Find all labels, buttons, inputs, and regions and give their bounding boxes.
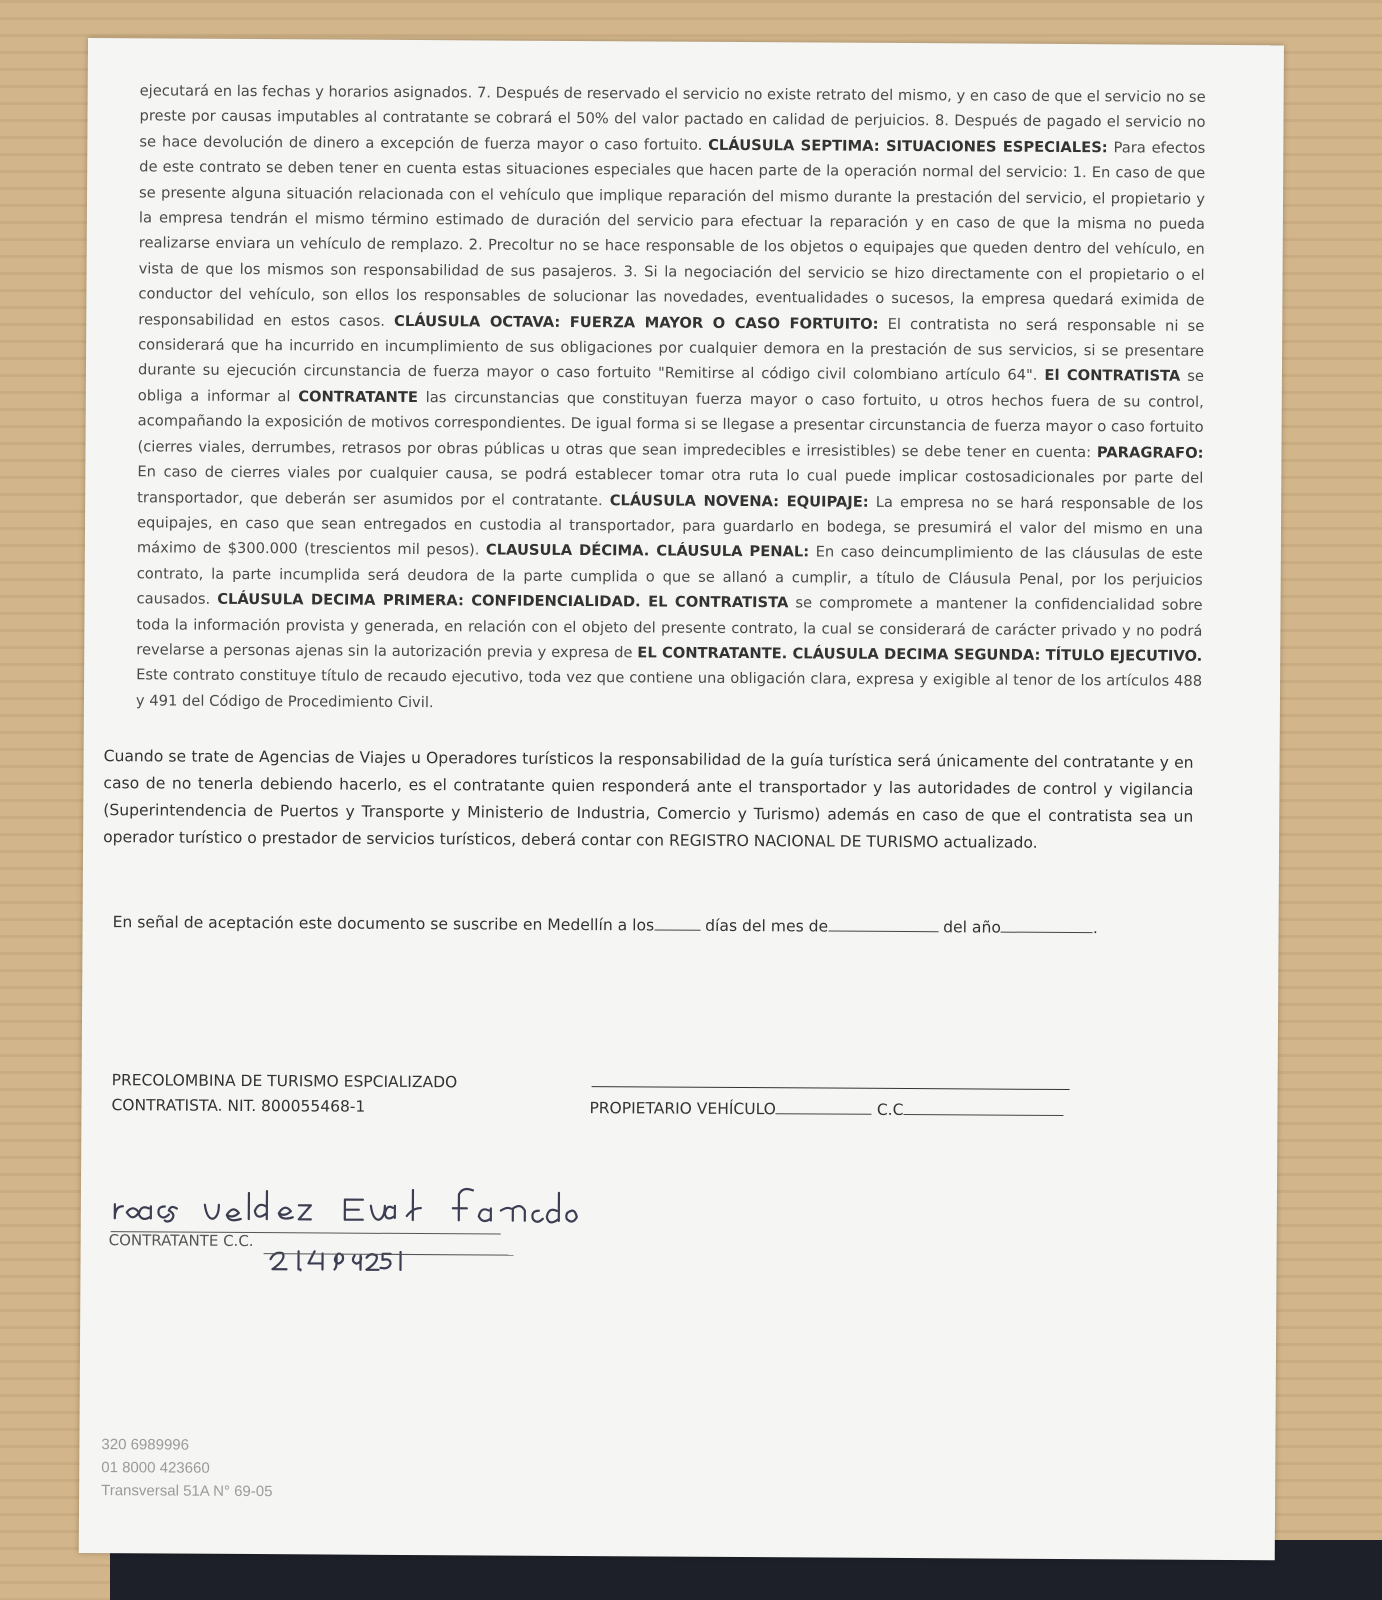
clause-text: se obliga a informar al	[137, 368, 1205, 406]
owner-signature-line	[592, 1086, 1070, 1090]
footer-phone-1: 320 6989996	[101, 1436, 190, 1454]
clause-text: se compromete a mantener la confidencialidad sobre toda la información provista y generada, en relación con el objeto del presente contrato, la cual se considerará de carácter privado y no podrá revelarse a personas ajenas sin la autorización previa y expresa de	[136, 594, 1203, 662]
clause-heading: El CONTRATISTA	[1044, 367, 1181, 386]
contract-clauses-paragraph	[136, 78, 1206, 720]
clause-heading: CLÁUSULA OCTAVA: FUERZA MAYOR O CASO FORTUITO:	[394, 312, 879, 333]
company-name: PRECOLOMBINA DE TURISMO ESPCIALIZADO	[111, 1071, 458, 1092]
clause-text: La empresa no se hará responsable de los equipajes, en caso que sean entregados en custodia al transportador, para guardarlo en bodega, se presumirá el valor del mismo en una máximo de $300.000 (trescientos mil pesos).	[136, 493, 1204, 559]
acceptance-text-1: En señal de aceptación este documento se suscribe en Medellín a los	[112, 913, 655, 935]
cc-label: C.C	[876, 1100, 904, 1120]
agencies-paragraph: Cuando se trate de Agencias de Viajes u Operadores turísticos la responsabilidad de la guía turística será únicamente del contratante y en caso de no tenerla debiendo hacerlo, es el contratante quien responderá ante el transportador y las autoridades de control y vigilancia (Superintendencia de Puertos y Transporte y Ministerio de Industria, Comercio y Turismo) además en caso de que el contratista sea un operador turístico o prestador de servicios turísticos, deberá contar con REGISTRO NACIONAL DE TURISMO actualizado.	[103, 747, 1194, 852]
footer-contact	[101, 1433, 273, 1503]
clause-heading: CONTRATANTE	[298, 388, 418, 406]
acceptance-line	[113, 913, 1203, 938]
owner-blank[interactable]	[776, 1113, 872, 1115]
contratante-label: CONTRATANTE C.C.	[108, 1231, 254, 1251]
footer-address: Transversal 51A N° 69-05	[101, 1482, 273, 1501]
clause-heading: CLÁUSULA NOVENA: EQUIPAJE:	[609, 491, 869, 511]
clause-heading: CLÁUSULA SEPTIMA: SITUACIONES ESPECIALES:	[708, 136, 1108, 157]
company-nit: CONTRATISTA. NIT. 800055468-1	[111, 1096, 366, 1116]
clause-text: Para efectos de este contrato se deben tener en cuenta estas situaciones especiales que hacen parte de la operación normal del servicio: 1. En caso de que se presente alguna situación relacionada con el vehículo que implique reparación del mismo durante la prestación del servicio, el propietario y la empresa tendrán el mismo término estimado de duración del servicio para efectuar la reparación y en caso de que la misma no pueda realizarse enviara un vehículo de remplazo. 2. Precoltur no se hace responsable de los objetos o equipajes que queden dentro del vehículo, en vista de que los mismos son responsabilidad de sus pasajeros. 3. Si la negociación del servicio se hizo directamente con el propietario o el conductor del vehículo, son ellos los responsables de solucionar las novedades, eventualidades o sucesos, la empresa quedará eximida de responsabilidad en estos casos.	[138, 139, 1206, 330]
acceptance-text-3: del año	[943, 918, 1001, 937]
cc-blank[interactable]	[903, 1114, 1063, 1116]
owner-signature-block	[589, 1099, 1063, 1120]
document-page	[79, 38, 1284, 1560]
acceptance-text-2: días del mes de	[705, 916, 829, 936]
clause-heading: EL CONTRATANTE. CLÁUSULA DECIMA SEGUNDA: TÍTULO EJECUTIVO.	[637, 644, 1203, 665]
company-signature-block	[111, 1068, 457, 1120]
footer-phone-2: 01 8000 423660	[101, 1459, 210, 1477]
day-blank[interactable]	[654, 929, 700, 930]
clause-text: El contratista no será responsable ni se considerará que ha incurrido en incumplimiento de sus obligaciones por cualquier demora en la prestación de sus servicios, si se presentare durante su ejecución circunstancia de fuerza mayor o caso fortuito "Remitirse al código civil colombiano artículo 64".	[137, 315, 1205, 385]
clause-heading: CLÁUSULA DECIMA PRIMERA: CONFIDENCIALIDAD. EL CONTRATISTA	[217, 590, 789, 612]
acceptance-end: .	[1092, 919, 1098, 938]
clause-text: En caso de cierres viales por cualquier causa, se podrá establecer tomar otra ruta lo cual puede implicar costosadicionales por parte del transportador, que deberán ser asumidos por el contratante.	[137, 463, 1204, 509]
clause-heading: PARAGRAFO:	[1096, 443, 1204, 462]
month-blank[interactable]	[828, 931, 938, 933]
owner-label: PROPIETARIO VEHÍCULO	[589, 1099, 776, 1119]
year-blank[interactable]	[1001, 932, 1093, 934]
clause-text: En caso deincumplimiento de las cláusulas de este contrato, la parte incumplida será deudora de la parte cumplida o que se allanó a cumplir, a título de Cláusula Penal, por los perjuicios causados.	[136, 543, 1203, 608]
clause-text: Este contrato constituye título de recaudo ejecutivo, toda vez que contiene una obligación clara, expresa y exigible al tenor de los artículos 488 y 491 del Código de Procedimiento Civil.	[135, 666, 1203, 711]
clause-text: las circunstancias que constituyan fuerza mayor o caso fortuito, u otros hechos fuera de su control, acompañando la exposición de motivos correspondientes. De igual forma si se llegase a presentar circunstancia de fuerza mayor o caso fortuito (cierres viales, derrumbes, retrasos por obras públicas u otras que sean impredecibles e irresistibles) se debe tener en cuenta:	[137, 388, 1204, 461]
clause-heading: CLAUSULA DÉCIMA. CLÁUSULA PENAL:	[485, 541, 810, 561]
clause-text: ejecutará en las fechas y horarios asignados. 7. Después de reservado el servicio no existe retrato del mismo, y en caso de que el servicio no se preste por causas imputables al contratante se cobrará el 50% del valor pactado en calidad de perjuicios. 8. Después de pagado el servicio no se hace devolución de dinero a excepción de fuerza mayor o caso fortuito.	[139, 82, 1206, 154]
